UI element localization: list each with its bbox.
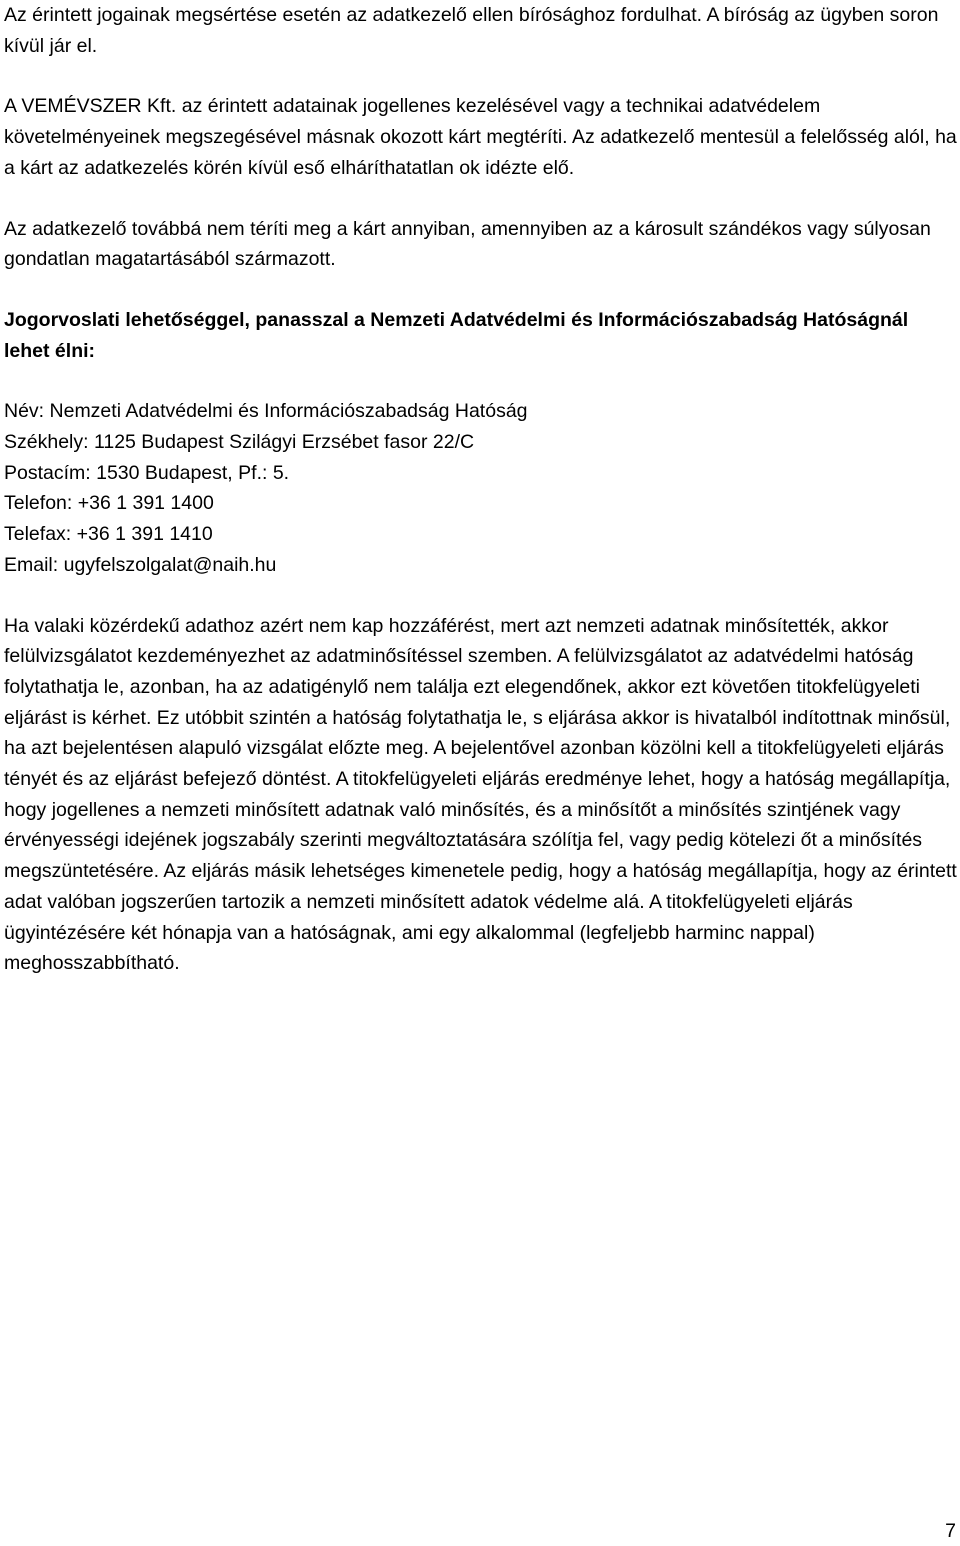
paragraph-damages: A VEMÉVSZER Kft. az érintett adatainak jogellenes kezelésével vagy a technikai adatvédelem követelményeinek megszegésével másnak okozott kárt megtéríti. Az adatkezelő mentesül a felelősség alól, ha a kárt az adatkezelés körén kívül eső elháríthatatlan ok idézte elő. — [4, 95, 957, 179]
paragraph-damages-exception: Az adatkezelő továbbá nem téríti meg a kárt annyiban, amennyiben az a károsult szándékos vagy súlyosan gondatlan magatartásából származott. — [4, 217, 931, 271]
paragraph-court-remedy: Az érintett jogainak megsértése esetén az adatkezelő ellen bírósághoz fordulhat. A bíróság az ügyben soron kívül jár el. — [4, 4, 939, 57]
authority-postal-address: Postacím: 1530 Budapest, Pf.: 5. — [4, 461, 290, 484]
authority-fax: Telefax: +36 1 391 1410 — [4, 523, 213, 546]
authority-name: Név: Nemzeti Adatvédelmi és Információszabadság Hatóság — [4, 400, 528, 423]
page-number: 7 — [945, 1520, 956, 1542]
paragraph-classified-data-review: Ha valaki közérdekű adathoz azért nem kap hozzáférést, mert azt nemzeti adatnak minősítették, akkor felülvizsgálatot kezdeményezhet az adatminősítéssel szemben. A felülvizsgálatot az adatvédelmi hatóság folytathatja le, azonban, ha az adatigénylő nem találja ezt elegendőnek, akkor ezt követően titokfelügyeleti eljárást is kérhet. Ez utóbbit szintén a hatóság folytathatja le, s eljárása akkor is hivatalból indítottnak minősül, ha azt bejelentésen alapuló vizsgálat előzte meg. A bejelentővel azonban közölni kell a titokfelügyeleti eljárás tényét és az eljárást befejező döntést. A titokfelügyeleti eljárás eredménye lehet, hogy a hatóság megállapítja, hogy jogellenes a nemzeti minősített adatnak való minősítés, és a minősítőt a minősítés szintjének vagy érvényességi idejének jogszabály szerinti megváltoztatására szólítja fel, vagy pedig kötelezi őt a minősítés megszüntetésére. Az eljárás másik lehetséges kimenetele pedig, hogy a hatóság megállapítja, hogy az érintett adat valóban jogszerűen tartozik a nemzeti minősített adatok védelme alá. A titokfelügyeleti eljárás ügyintézésére két hónapja van a hatóságnak, ami egy alkalommal (legfeljebb harminc nappal) meghosszabbítható. — [4, 614, 957, 975]
authority-email: Email: ugyfelszolgalat@naih.hu — [4, 553, 277, 576]
authority-phone: Telefon: +36 1 391 1400 — [4, 492, 214, 515]
authority-address: Székhely: 1125 Budapest Szilágyi Erzsébet fasor 22/C — [4, 431, 475, 454]
authority-contact-block — [4, 396, 958, 580]
section-heading-legal-remedy: Jogorvoslati lehetőséggel, panasszal a Nemzeti Adatvédelmi és Információszabadság Hatóságnál lehet élni: — [4, 308, 909, 362]
document-page — [4, 0, 958, 979]
